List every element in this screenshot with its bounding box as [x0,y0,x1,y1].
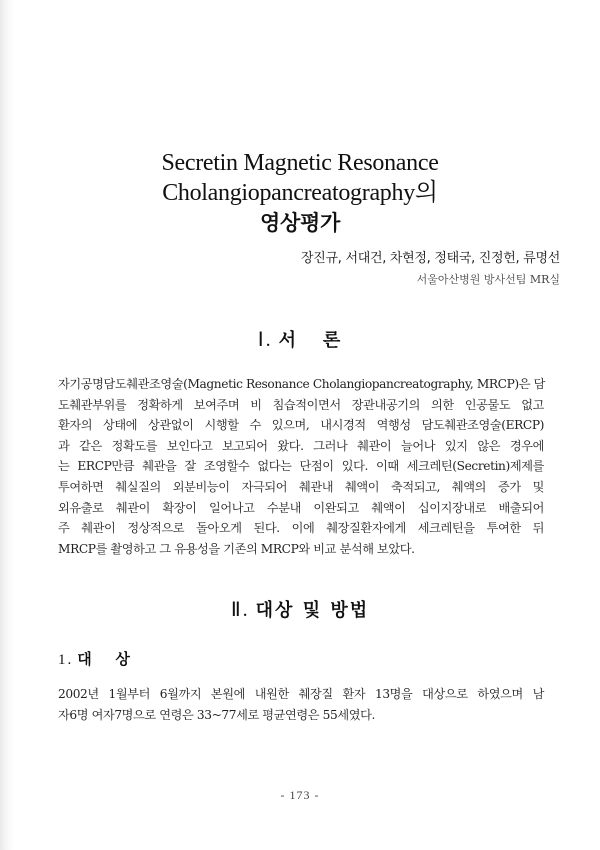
paragraph-line: 도췌관부위를 정확하게 보여주며 비 침습적이면서 장관내공기의 의한 인공물도 없고 [58,397,544,412]
title-line-2: 영상평가 [260,211,340,235]
paragraph-line: 투여하면 췌실질의 외분비능이 자극되어 췌관내 췌액이 축적되고, 췌액의 증가 및 [58,479,544,494]
paragraph-line: 환자의 상태에 상관없이 시행할 수 있으며, 내시경적 역행성 담도췌관조영술(ERCP) [58,418,544,433]
page-number: - 173 - [280,788,320,802]
section-heading-methods [0,596,600,622]
paragraph-line: 외유출로 췌관이 확장이 일어나고 수분내 이완되고 췌액이 십이지장내로 배출되어 [58,500,544,515]
subjects-paragraph [58,684,544,725]
section-heading-introduction [0,326,600,352]
introduction-paragraph [58,374,544,559]
paper-title [40,148,560,238]
subsection-title: 대 상 [77,650,132,668]
section-number: Ⅰ. [257,329,273,351]
paragraph-line: 과 같은 정확도를 보인다고 보고되어 왔다. 그러나 췌관이 늘어나 있지 않은 경우에 [58,438,544,453]
paragraph-line: 2002년 1월부터 6월까지 본원에 내원한 췌장질 환자 13명을 대상으로 하였으며 남 [58,687,544,701]
paragraph-line: 는 ERCP만큼 췌관을 잘 조영할수 없다는 단점이 있다. 이때 세크레틴(Secretin)제제를 [58,459,544,474]
subsection-heading-subjects [58,648,132,669]
section-title: 서 론 [278,330,343,351]
section-title: 대상 및 방법 [255,600,370,621]
subsection-number: 1. [58,652,74,668]
paragraph-line: 주 췌관이 정상적으로 돌아오게 된다. 이에 췌장질환자에게 세크레틴을 투여한 뒤 [58,521,544,536]
paragraph-line: MRCP를 촬영하고 그 유용성을 기존의 MRCP와 비교 분석해 보았다. [58,541,415,556]
author-affiliation: 서울아산병원 방사선팀 MR실 [416,273,560,286]
paragraph-line: 자기공명담도췌관조영술(Magnetic Resonance Cholangiopancreatography, MRCP)은 담 [58,377,545,391]
section-number: Ⅱ. [230,599,250,621]
title-line-1: Secretin Magnetic Resonance Cholangiopancreatography의 [161,150,439,206]
paragraph-line: 자6명 여자7명으로 연령은 33~77세로 평균연령은 55세였다. [58,707,375,722]
author-list: 장진규, 서대건, 차현정, 정태국, 진정헌, 류명선 [301,251,560,266]
